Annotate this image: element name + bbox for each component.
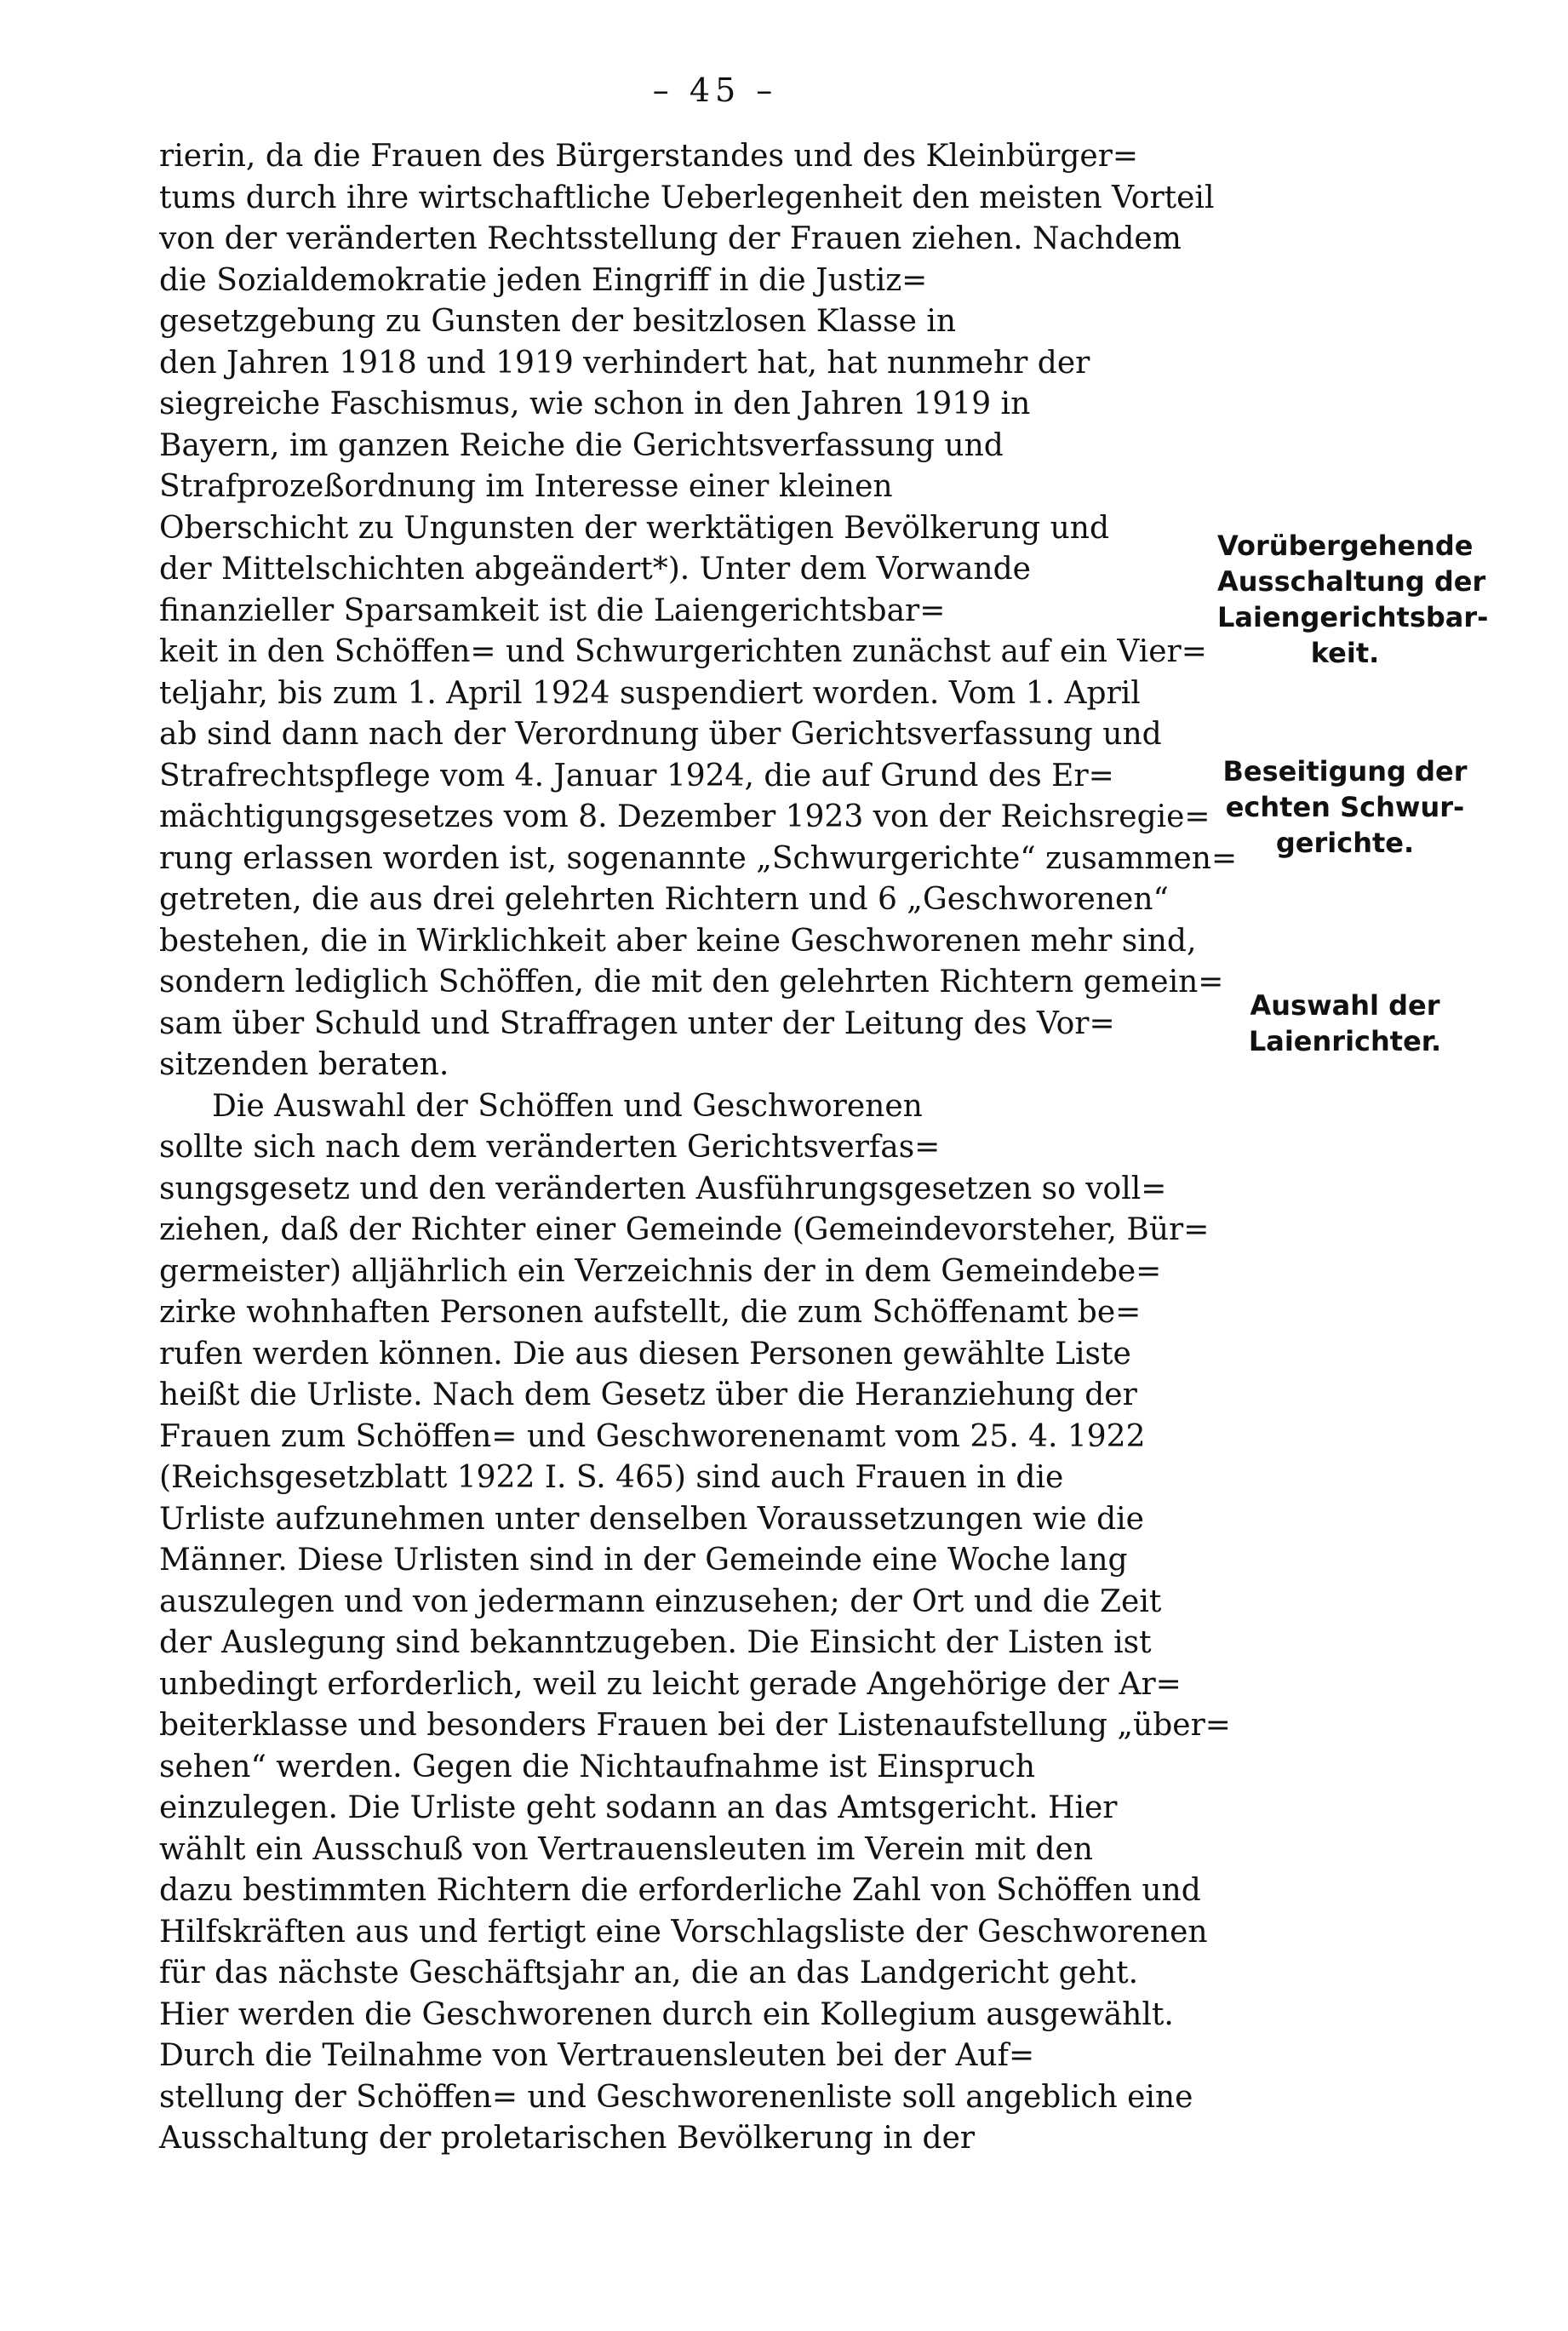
text-line: sitzenden beraten. xyxy=(159,1047,449,1082)
margin-note xyxy=(1217,988,1473,1059)
margin-note-line: Auswahl der xyxy=(1250,989,1440,1022)
text-line: teljahr, bis zum 1. April 1924 suspendiert worden. Vom 1. April xyxy=(159,675,1141,711)
text-line: (Reichsgesetzblatt 1922 I. S. 465) sind auch Frauen in die xyxy=(159,1460,1064,1495)
text-line: ziehen, daß der Richter einer Gemeinde (Gemeindevorsteher, Bür= xyxy=(159,1212,1210,1247)
text-line: unbedingt erforderlich, weil zu leicht gerade Angehörige der Ar= xyxy=(159,1666,1182,1702)
text-line: der Mittelschichten abgeändert*). Unter dem Vorwande xyxy=(159,552,1031,587)
margin-note-line: Laiengerichtsbar- xyxy=(1217,601,1489,633)
text-line: Oberschicht zu Ungunsten der werktätigen Bevölkerung und xyxy=(159,510,1109,546)
text-line: Hier werden die Geschworenen durch ein Kollegium ausgewählt. xyxy=(159,1996,1174,2032)
text-line: Frauen zum Schöffen= und Geschworenenamt vom 25. 4. 1922 xyxy=(159,1418,1146,1454)
text-line: Männer. Diese Urlisten sind in der Gemeinde eine Woche lang xyxy=(159,1543,1128,1578)
text-line: mächtigungsgesetzes vom 8. Dezember 1923 von der Reichsregie= xyxy=(159,799,1210,834)
text-line: dazu bestimmten Richtern die erforderliche Zahl von Schöffen und xyxy=(159,1873,1201,1908)
text-line: Die Auswahl der Schöffen und Geschworenen xyxy=(212,1088,923,1124)
text-line: Hilfskräften aus und fertigt eine Vorschlagsliste der Geschworenen xyxy=(159,1914,1208,1950)
text-line: ab sind dann nach der Verordnung über Gerichtsverfassung und xyxy=(159,717,1162,752)
margin-note-line: Beseitigung der xyxy=(1222,755,1468,788)
margin-note-line: gerichte. xyxy=(1275,827,1415,859)
text-line: sondern lediglich Schöffen, die mit den gelehrten Richtern gemein= xyxy=(159,965,1224,999)
text-line: von der veränderten Rechtsstellung der Frauen ziehen. Nachdem xyxy=(159,221,1182,256)
margin-note-line: keit. xyxy=(1310,637,1380,669)
text-line: Strafprozeßordnung im Interesse einer kleinen xyxy=(159,469,893,504)
text-line: siegreiche Faschismus, wie schon in den Jahren 1919 in xyxy=(159,387,1031,421)
text-line: Bayern, im ganzen Reiche die Gerichtsverfassung und xyxy=(159,427,1004,463)
paragraph xyxy=(159,136,1238,1086)
text-line: auszulegen und von jedermann einzusehen; der Ort und die Zeit xyxy=(159,1584,1162,1619)
margin-note xyxy=(1217,528,1489,671)
main-text xyxy=(159,136,1238,2160)
text-line: sam über Schuld und Straffragen unter der Leitung des Vor= xyxy=(159,1005,1115,1041)
text-line: die Sozialdemokratie jeden Eingriff in die Justiz= xyxy=(159,262,928,298)
text-line: beiterklasse und besonders Frauen bei der Listenaufstellung „über= xyxy=(159,1708,1231,1743)
margin-note xyxy=(1217,753,1473,861)
margin-note-line: Vorübergehende xyxy=(1217,530,1474,562)
text-line: Ausschaltung der proletarischen Bevölkerung in der xyxy=(159,2121,976,2156)
margin-note-line: Ausschaltung der xyxy=(1217,565,1486,598)
text-line: der Auslegung sind bekanntzugeben. Die Einsicht der Listen ist xyxy=(159,1625,1152,1660)
text-line: keit in den Schöffen= und Schwurgerichten zunächst auf ein Vier= xyxy=(159,634,1207,669)
text-line: rung erlassen worden ist, sogenannte „Schwurgerichte“ zusammen= xyxy=(159,840,1238,876)
text-line: zirke wohnhaften Personen aufstellt, die zum Schöffenamt be= xyxy=(159,1295,1142,1330)
text-line: bestehen, die in Wirklichkeit aber keine Geschworenen mehr sind, xyxy=(159,923,1197,959)
paragraph xyxy=(159,1086,1231,2160)
text-line: finanzieller Sparsamkeit ist die Laiengerichtsbar= xyxy=(159,593,946,628)
text-line: rierin, da die Frauen des Bürgerstandes und des Kleinbürger= xyxy=(159,139,1139,174)
text-line: tums durch ihre wirtschaftliche Ueberlegenheit den meisten Vorteil xyxy=(159,180,1215,215)
text-line: einzulegen. Die Urliste geht sodann an das Amtsgericht. Hier xyxy=(159,1790,1118,1825)
text-line: wählt ein Ausschuß von Vertrauensleuten im Verein mit den xyxy=(159,1831,1093,1867)
text-line: Durch die Teilnahme von Vertrauensleuten bei der Auf= xyxy=(159,2038,1035,2073)
text-line: heißt die Urliste. Nach dem Gesetz über die Heranziehung der xyxy=(159,1377,1137,1412)
text-line: Strafrechtspflege vom 4. Januar 1924, die auf Grund des Er= xyxy=(159,758,1114,793)
margin-note-line: echten Schwur- xyxy=(1225,791,1465,823)
text-line: Urliste aufzunehmen unter denselben Voraussetzungen wie die xyxy=(159,1501,1144,1537)
text-line: gesetzgebung zu Gunsten der besitzlosen Klasse in xyxy=(159,304,957,339)
text-line: germeister) alljährlich ein Verzeichnis der in dem Gemeindebe= xyxy=(159,1253,1162,1289)
text-line: sollte sich nach dem veränderten Gerichtsverfas= xyxy=(159,1130,941,1165)
text-line: sehen“ werden. Gegen die Nichtaufnahme ist Einspruch xyxy=(159,1749,1036,1784)
text-line: den Jahren 1918 und 1919 verhindert hat, hat nunmehr der xyxy=(159,345,1090,381)
margin-note-line: Laienrichter. xyxy=(1248,1025,1442,1057)
text-line: stellung der Schöffen= und Geschworenenliste soll angeblich eine xyxy=(159,2079,1193,2115)
text-line: für das nächste Geschäftsjahr an, die an das Landgericht geht. xyxy=(159,1956,1139,1990)
text-line: rufen werden können. Die aus diesen Personen gewählte Liste xyxy=(159,1336,1131,1372)
text-line: sungsgesetz und den veränderten Ausführungsgesetzen so voll= xyxy=(159,1171,1167,1206)
page-number: – 45 – xyxy=(652,72,778,109)
text-line: getreten, die aus drei gelehrten Richtern und 6 „Geschworenen“ xyxy=(159,882,1169,917)
